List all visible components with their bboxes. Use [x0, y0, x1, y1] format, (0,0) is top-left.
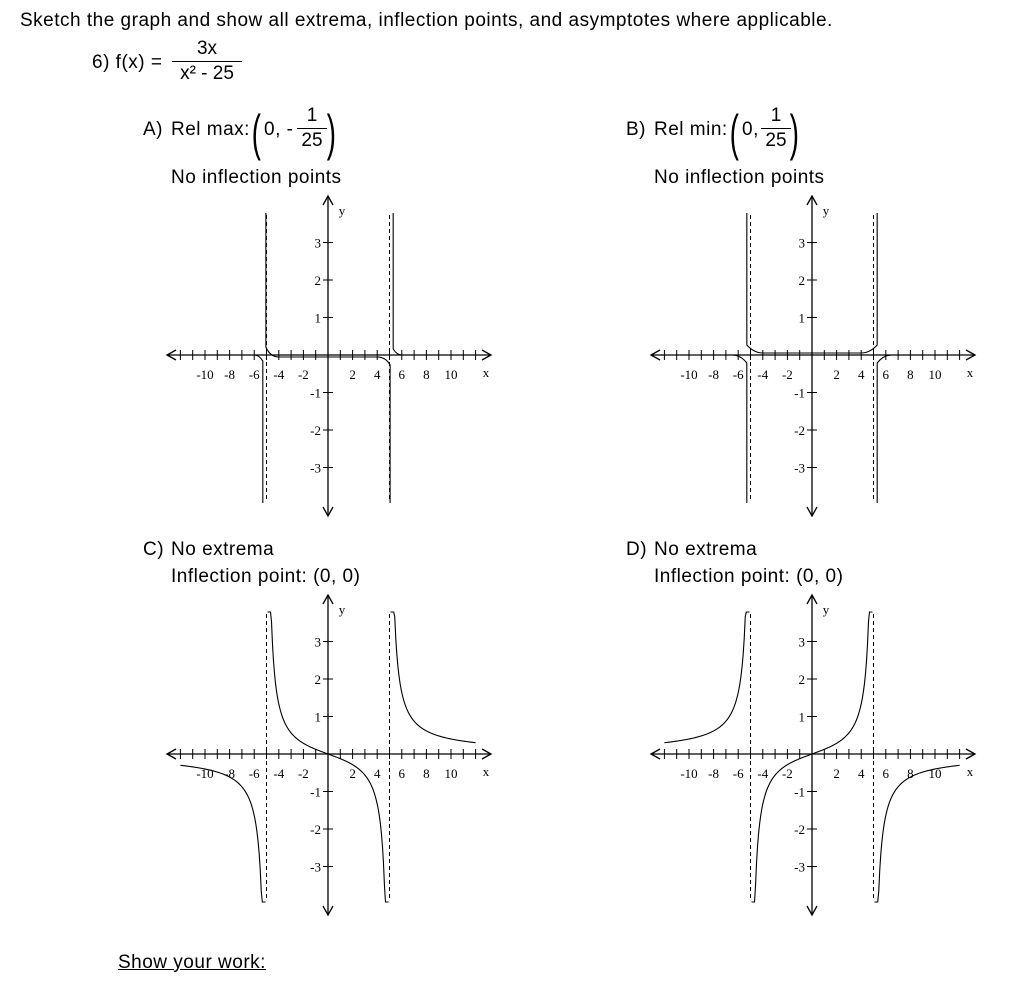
y-tick-label: 2 [798, 672, 805, 687]
choice-a-left-paren: ( [251, 105, 261, 161]
instructions: Sketch the graph and show all extrema, inflection points, and asymptotes where applicable. [20, 10, 833, 31]
choice-c-line1: No extrema [171, 539, 275, 560]
show-work-label: Show your work: [118, 952, 266, 973]
x-axis-label: x [966, 764, 974, 779]
choice-b-point-x: 0, [742, 119, 759, 140]
x-tick-label: 8 [423, 766, 430, 781]
curve [874, 765, 959, 902]
x-tick-label: -8 [708, 766, 720, 781]
y-tick-label: 3 [798, 634, 805, 650]
choice-a-letter: A) [143, 119, 163, 140]
x-tick-label: 6 [882, 766, 890, 781]
x-tick-label: -2 [297, 766, 309, 781]
choice-d-letter: D) [626, 539, 648, 560]
graph-a [167, 196, 491, 516]
problem-label: 6) f(x) = [92, 52, 163, 73]
x-tick-label: -4 [273, 766, 285, 781]
x-tick-label: -4 [273, 367, 285, 382]
problem-numerator: 3x [172, 38, 242, 62]
choice-a-frac-num: 1 [297, 105, 327, 129]
x-axis-label: x [482, 764, 490, 779]
x-tick-label: -4 [757, 367, 769, 382]
y-axis-label: y [822, 203, 830, 218]
graph-b [651, 196, 975, 516]
x-axis-label: x [966, 365, 974, 380]
choice-d-line2: Inflection point: (0, 0) [654, 566, 844, 587]
choice-b-right-paren: ) [789, 105, 799, 161]
x-tick-label: -10 [196, 766, 214, 781]
x-tick-label: -4 [757, 766, 769, 781]
choice-a-frac-den: 25 [301, 130, 323, 151]
x-tick-label: 6 [882, 367, 890, 382]
x-tick-label: 8 [907, 766, 914, 781]
x-tick-label: 10 [928, 367, 942, 382]
x-tick-label: 2 [833, 766, 840, 781]
y-tick-label: 1 [314, 310, 321, 326]
y-tick-label: -3 [794, 859, 805, 875]
y-tick-label: 1 [798, 709, 805, 725]
problem-denominator: x² - 25 [180, 63, 234, 84]
x-tick-label: 8 [907, 367, 914, 382]
choice-c-letter: C) [143, 539, 165, 560]
choice-a-right-paren: ) [326, 105, 336, 161]
y-tick-label: 3 [314, 235, 321, 251]
y-axis-label: y [338, 203, 346, 218]
x-tick-label: 8 [423, 367, 430, 382]
y-tick-label: 1 [798, 310, 805, 326]
y-tick-label: -2 [310, 822, 321, 837]
curve [390, 612, 475, 743]
x-tick-label: -2 [297, 367, 309, 382]
y-axis-label: y [822, 602, 830, 617]
x-tick-label: -8 [224, 367, 236, 382]
y-tick-label: -1 [794, 385, 805, 401]
x-tick-label: 2 [833, 367, 840, 382]
y-axis-label: y [338, 602, 346, 617]
x-tick-label: -10 [680, 367, 698, 382]
choice-b-prefix: Rel min: [654, 119, 728, 140]
choice-b-letter: B) [626, 119, 646, 140]
curve [664, 612, 749, 743]
y-tick-label: 3 [798, 235, 805, 251]
choice-b-line2: No inflection points [654, 167, 825, 188]
y-tick-label: -3 [310, 859, 321, 875]
choice-d-line1: No extrema [654, 539, 758, 560]
choice-c-line2: Inflection point: (0, 0) [171, 566, 361, 587]
y-tick-label: -2 [310, 423, 321, 438]
y-tick-label: -3 [310, 460, 321, 476]
y-tick-label: 2 [314, 672, 321, 687]
curve [180, 765, 265, 902]
y-tick-label: 2 [314, 273, 321, 288]
y-tick-label: 3 [314, 634, 321, 650]
choice-a-prefix: Rel max: [171, 119, 250, 140]
choice-a-point-x: 0, - [264, 119, 294, 140]
y-tick-label: -1 [794, 784, 805, 800]
x-tick-label: 4 [857, 367, 865, 382]
x-tick-label: -2 [781, 367, 793, 382]
x-tick-label: 4 [857, 766, 865, 781]
x-tick-label: 10 [444, 367, 458, 382]
x-tick-label: 10 [444, 766, 458, 781]
x-tick-label: 6 [398, 766, 406, 781]
x-tick-label: 4 [373, 367, 381, 382]
x-tick-label: -10 [196, 367, 214, 382]
x-tick-label: -6 [732, 367, 744, 382]
choice-a-line2: No inflection points [171, 167, 342, 188]
x-tick-label: -8 [224, 766, 236, 781]
y-tick-label: -2 [794, 822, 805, 837]
graph-d [651, 595, 975, 915]
x-tick-label: -10 [680, 766, 698, 781]
graph-c [167, 595, 491, 915]
x-tick-label: -8 [708, 367, 720, 382]
y-tick-label: -1 [310, 385, 321, 401]
x-tick-label: -6 [248, 766, 260, 781]
choice-b-frac-den: 25 [765, 130, 787, 151]
x-tick-label: -6 [248, 367, 260, 382]
x-tick-label: 2 [349, 367, 356, 382]
choice-b-frac-num: 1 [761, 105, 791, 129]
x-tick-label: 2 [349, 766, 356, 781]
x-tick-label: -6 [732, 766, 744, 781]
y-tick-label: -3 [794, 460, 805, 476]
x-tick-label: 6 [398, 367, 406, 382]
curve [393, 213, 402, 355]
x-tick-label: -2 [781, 766, 793, 781]
y-tick-label: 2 [798, 273, 805, 288]
choice-b-left-paren: ( [729, 105, 739, 161]
x-tick-label: 4 [373, 766, 381, 781]
y-tick-label: 1 [314, 709, 321, 725]
x-tick-label: 10 [928, 766, 942, 781]
y-tick-label: -2 [794, 423, 805, 438]
y-tick-label: -1 [310, 784, 321, 800]
x-axis-label: x [482, 365, 490, 380]
